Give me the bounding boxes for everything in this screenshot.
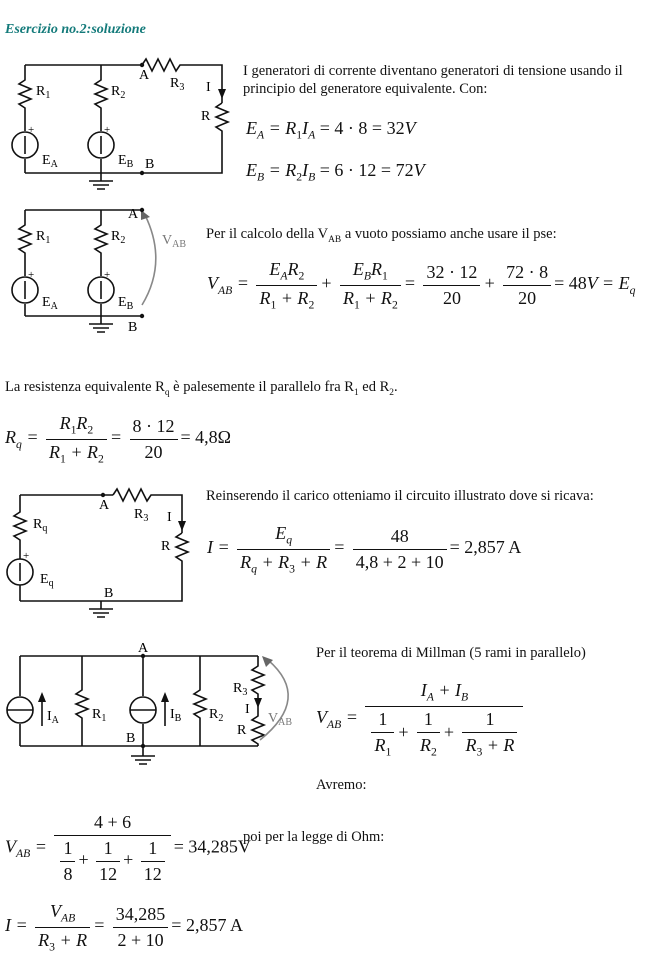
label-r1: $R_1$ — [36, 229, 51, 246]
label-r3: $R_3$ — [170, 76, 185, 93]
circuit-2-diagram — [0, 200, 200, 340]
current-arrow-icon — [178, 521, 186, 531]
label-r: R — [161, 539, 171, 554]
node-a — [140, 208, 144, 212]
label-vab: $V_{AB}$ — [162, 233, 187, 250]
equation-vab-pse: $V_{AB}$ = $\frac{E_AR_2}{R_1 + R_2}$ + $\frac{E_BR_1}{R_1 + R_2}$ = $\frac{32 \cdot 12}{20}$ + $\frac{72 \cdot 8}{20}$ = $48V = E_q$ — [207, 259, 636, 312]
label-b: B — [104, 586, 114, 601]
node-b — [141, 744, 145, 748]
voltage-arrow-icon — [262, 656, 273, 667]
label-r3: $R_3$ — [233, 681, 248, 698]
paragraph-7: poi per la legge di Ohm: — [243, 829, 385, 845]
label-i: I — [206, 80, 211, 95]
label-b: B — [145, 157, 155, 172]
label-vab: $V_{AB}$ — [268, 711, 293, 728]
plus-sign: + — [28, 269, 35, 281]
equation-vab-value: $V_{AB}$ = 4 + 6 $\frac{1}{8}$ + $\frac{1}{12}$ + $\frac{1}{12}$ = 34,285V — [5, 812, 251, 884]
paragraph-6: Avremo: — [316, 777, 367, 793]
plus-sign: + — [28, 124, 35, 136]
label-eb: $E_B$ — [118, 153, 134, 170]
label-eq: $E_q$ — [40, 572, 54, 589]
paragraph-3: La resistenza equivalente $R_q$ è palesemente il parallelo fra $R_1$ ed $R_2$. — [5, 379, 398, 398]
label-ib: $I_B$ — [170, 707, 182, 724]
page-title: Esercizio no.2:soluzione — [5, 22, 146, 37]
label-b: B — [126, 731, 136, 746]
circuit-3-diagram — [0, 485, 200, 625]
paragraph-5: Per il teorema di Millman (5 rami in parallelo) — [316, 645, 586, 661]
label-eb: $E_B$ — [118, 295, 134, 312]
plus-sign: + — [104, 124, 111, 136]
label-ea: $E_A$ — [42, 153, 58, 170]
label-b: B — [128, 320, 138, 335]
equation-ea: $E_A = R_1I_A = 4 \cdot 8 = 32V$ — [246, 118, 416, 142]
current-arrow-icon — [218, 89, 226, 99]
label-ia: $I_A$ — [47, 709, 59, 726]
equation-rq: $R_q$ = $\frac{R_1R_2}{R_1 + R_2}$ = $\frac{8 \cdot 12}{20}$ = 4,8Ω — [5, 413, 232, 466]
node-a — [140, 63, 144, 67]
label-ea: $E_A$ — [42, 295, 58, 312]
label-r: R — [237, 723, 247, 738]
paragraph-4: Reinserendo il carico otteniamo il circuito illustrato dove si ricava: — [206, 488, 594, 504]
label-i: I — [245, 702, 250, 717]
equation-current-2: I = $\frac{V_{AB}}{R_3 + R}$ = $\frac{34,285}{2 + 10}$ = 2,857 A — [5, 901, 243, 954]
paragraph-1: I generatori di corrente diventano generatori di tensione usando il principio del generatore equivalente. Con: — [243, 63, 623, 97]
label-r3: $R_3$ — [134, 507, 149, 524]
label-r2: $R_2$ — [209, 707, 224, 724]
node-b — [140, 171, 144, 175]
label-r: R — [201, 109, 211, 124]
current-arrow-icon — [254, 698, 262, 708]
label-r1: $R_1$ — [92, 707, 107, 724]
label-a: A — [139, 68, 150, 83]
label-a: A — [138, 641, 149, 656]
label-i: I — [167, 510, 172, 525]
circuit-1-diagram — [0, 55, 235, 195]
node-b — [140, 314, 144, 318]
circuit-4-diagram — [0, 640, 305, 780]
equation-eb: $E_B = R_2I_B = 6 \cdot 12 = 72V$ — [246, 160, 425, 184]
current-arrow-icon — [161, 692, 169, 702]
paragraph-2: Per il calcolo della $V_{AB}$ a vuoto possiamo anche usare il pse: — [206, 226, 557, 245]
label-a: A — [99, 498, 110, 513]
label-r2: $R_2$ — [111, 229, 126, 246]
node-a — [101, 493, 105, 497]
plus-sign: + — [23, 550, 30, 562]
label-r1: $R_1$ — [36, 84, 51, 101]
equation-current-1: I = $\frac{E_q}{R_q + R_3 + R}$ = $\frac{48}{4,8 + 2 + 10}$ = 2,857 A — [207, 523, 522, 576]
current-arrow-icon — [38, 692, 46, 702]
label-rq: $R_q$ — [33, 517, 48, 534]
plus-sign: + — [104, 269, 111, 281]
equation-millman: $V_{AB}$ = $I_A + I_B$ $\frac{1}{R_1}$ + $\frac{1}{R_2}$ + $\frac{1}{R_3 + R}$ — [316, 680, 526, 758]
label-r2: $R_2$ — [111, 84, 126, 101]
label-a: A — [128, 207, 139, 222]
